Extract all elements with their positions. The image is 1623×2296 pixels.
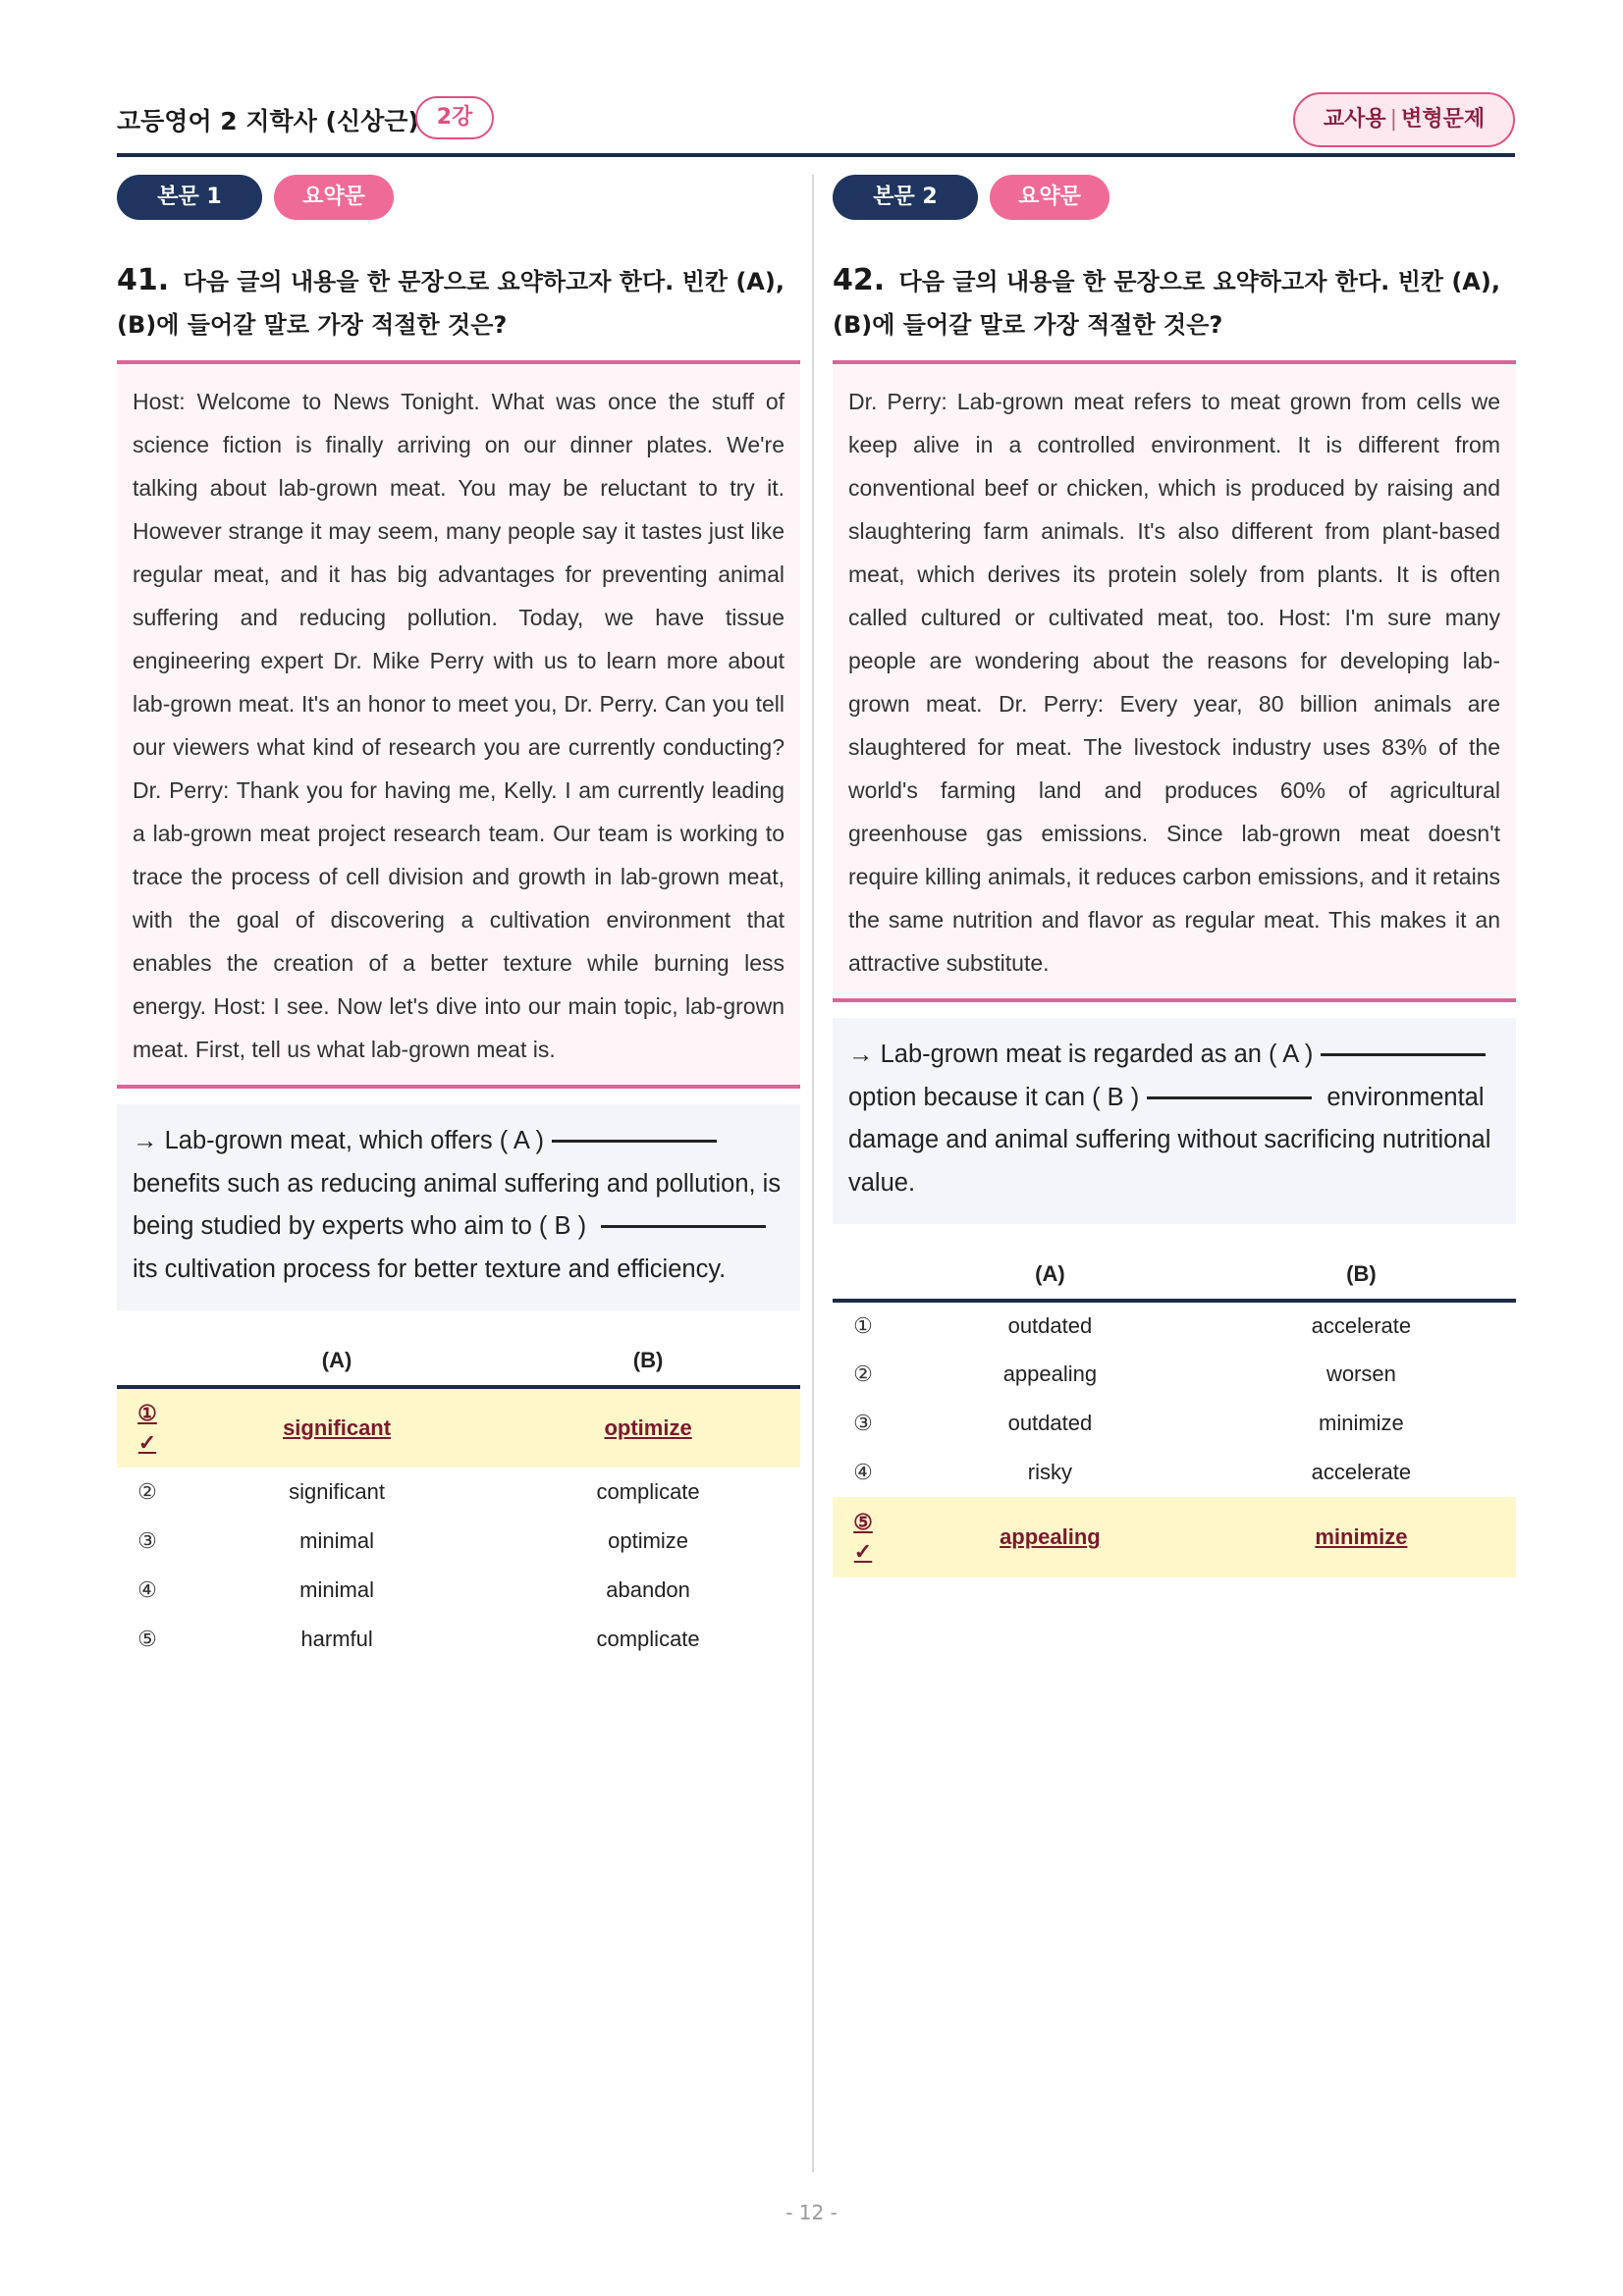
table-header-row — [117, 1336, 800, 1387]
option-row[interactable] — [117, 1566, 800, 1615]
option-row[interactable] — [833, 1301, 1516, 1350]
header-a: (A) — [893, 1250, 1207, 1301]
option-a: appealing — [1002, 1362, 1098, 1386]
option-number: ① — [853, 1313, 873, 1338]
table-header-row — [833, 1250, 1516, 1301]
header-a: (A) — [178, 1336, 496, 1387]
question-tags — [117, 175, 800, 222]
option-b: optimize — [496, 1387, 800, 1468]
header-b: (B) — [496, 1336, 800, 1387]
summary-part-1: → Lab-grown meat, which offers ( A ) — [133, 1127, 545, 1154]
option-a: harmful — [300, 1627, 373, 1651]
question-number: 42. — [833, 263, 886, 297]
option-b: minimize — [1319, 1411, 1404, 1435]
option-a: appealing — [893, 1497, 1207, 1577]
option-number: ⑤ ✓ — [833, 1497, 893, 1577]
passage-text: Dr. Perry: Lab-grown meat refers to meat grown from cells we keep alive in a controlled environment. It is different from conventional beef or chicken, which is produced by raising and slaughtering farm animals. It's also different from plant-based meat, which derives its protein solely from plants. It is often called cultured or cultivated meat, too. Host: I'm sure many people are wondering about the reasons for developing lab-grown meat. Dr. Perry: Every year, 80 billion animals are slaughtered for meat. The livestock industry uses 83% of the world's farming land and produces 60% of agricultural greenhouse gas emissions. Since lab-grown meat doesn't require killing animals, it reduces carbon emissions, and it retains the same nutrition and flavor as regular meat. This makes it an attractive substitute. — [833, 364, 1516, 1002]
option-number: ③ — [137, 1528, 157, 1553]
option-row[interactable] — [117, 1517, 800, 1566]
summary-sentence — [117, 1104, 800, 1310]
option-b: complicate — [596, 1627, 700, 1651]
option-row[interactable] — [117, 1468, 800, 1517]
summary-part-3: environmental damage and animal suffering without sacrificing nutritional value. — [848, 1083, 1491, 1197]
summary-sentence — [833, 1018, 1516, 1224]
type-tag: 요약문 — [990, 175, 1109, 220]
answer-options-table — [117, 1336, 800, 1664]
option-a: minimal — [299, 1577, 374, 1602]
blank-b — [1147, 1096, 1312, 1099]
passage-text: Host: Welcome to News Tonight. What was once the stuff of science fiction is finally arriving on our dinner plates. We're talking about lab-grown meat. You may be reluctant to try it. However strange it may seem, many people say it tastes just like regular meat, and it has big advantages for preventing animal suffering and reducing pollution. Today, we have tissue engineering expert Dr. Mike Perry with us to learn more about lab-grown meat. It's an honor to meet you, Dr. Perry. Can you tell our viewers what kind of research you are currently conducting? Dr. Perry: Thank you for having me, Kelly. I am currently leading a lab-grown meat project research team. Our team is working to trace the process of cell division and growth in lab-grown meat, with the goal of discovering a cultivation environment that enables the creation of a better texture while burning less energy. Host: I see. Now let's dive into our main topic, lab-grown meat. First, tell us what lab-grown meat is. — [117, 364, 800, 1089]
option-number: ⑤ — [137, 1627, 157, 1651]
option-b: abandon — [606, 1577, 690, 1602]
question-text: 다음 글의 내용을 한 문장으로 요약하고자 한다. 빈칸 (A), (B)에 들어갈 말로 가장 적절한 것은? — [117, 268, 784, 339]
option-b: optimize — [608, 1528, 689, 1553]
option-row[interactable] — [833, 1399, 1516, 1448]
header-b: (B) — [1207, 1250, 1516, 1301]
option-b: worsen — [1325, 1362, 1396, 1386]
option-number: ② — [853, 1362, 873, 1386]
option-a: outdated — [1007, 1313, 1093, 1338]
blank-a — [552, 1140, 717, 1143]
book-title: 고등영어 2 지학사 (신상근) — [117, 107, 419, 135]
summary-part-3: its cultivation process for better texture and efficiency. — [133, 1255, 727, 1283]
check-icon: ✓ — [853, 1539, 873, 1564]
role-badge — [1293, 92, 1515, 147]
role-label: 교사용 — [1323, 107, 1386, 132]
question-tags — [833, 175, 1516, 222]
option-a: risky — [1027, 1460, 1073, 1484]
header-empty — [117, 1336, 178, 1387]
option-row[interactable] — [833, 1350, 1516, 1399]
passage-tag: 본문 1 — [117, 175, 262, 220]
blank-a — [1321, 1053, 1486, 1056]
question-prompt — [117, 259, 800, 364]
option-b: complicate — [596, 1479, 700, 1504]
summary-part-2: option because it can ( B ) — [848, 1083, 1140, 1111]
header-empty — [833, 1250, 893, 1301]
type-tag: 요약문 — [274, 175, 394, 220]
lesson-badge: 2강 — [415, 96, 494, 139]
question-text: 다음 글의 내용을 한 문장으로 요약하고자 한다. 빈칸 (A), (B)에 들어갈 말로 가장 적절한 것은? — [833, 268, 1500, 339]
passage-tag: 본문 2 — [833, 175, 978, 220]
question-prompt — [833, 259, 1516, 364]
option-row-correct[interactable] — [833, 1497, 1516, 1577]
question-42-column — [833, 175, 1516, 1577]
option-b: accelerate — [1311, 1313, 1412, 1338]
option-number: ① ✓ — [117, 1387, 178, 1468]
option-number: ④ — [137, 1577, 157, 1602]
option-number: ④ — [853, 1460, 873, 1484]
page-header — [117, 92, 1515, 157]
page-number: - 12 - — [785, 2201, 838, 2224]
option-number: ② — [137, 1479, 157, 1504]
answer-options-table — [833, 1250, 1516, 1577]
option-row-correct[interactable] — [117, 1387, 800, 1468]
role-separator: | — [1389, 107, 1398, 132]
option-a: minimal — [299, 1528, 374, 1553]
type-label: 변형문제 — [1401, 107, 1486, 132]
option-b: minimize — [1207, 1497, 1516, 1577]
column-divider — [812, 175, 814, 2172]
option-row[interactable] — [833, 1448, 1516, 1497]
option-row[interactable] — [117, 1615, 800, 1664]
option-a: significant — [289, 1479, 385, 1504]
summary-part-1: → Lab-grown meat is regarded as an ( A ) — [848, 1041, 1314, 1068]
check-icon: ✓ — [137, 1430, 157, 1455]
question-41-column — [117, 175, 800, 1664]
option-number: ③ — [853, 1411, 873, 1435]
option-a: significant — [178, 1387, 496, 1468]
option-a: outdated — [1007, 1411, 1093, 1435]
option-b: accelerate — [1311, 1460, 1412, 1484]
question-number: 41. — [117, 263, 170, 297]
blank-b — [601, 1225, 766, 1228]
summary-part-2: benefits such as reducing animal suffering and pollution, is being studied by experts who aim to ( B ) — [133, 1169, 782, 1240]
